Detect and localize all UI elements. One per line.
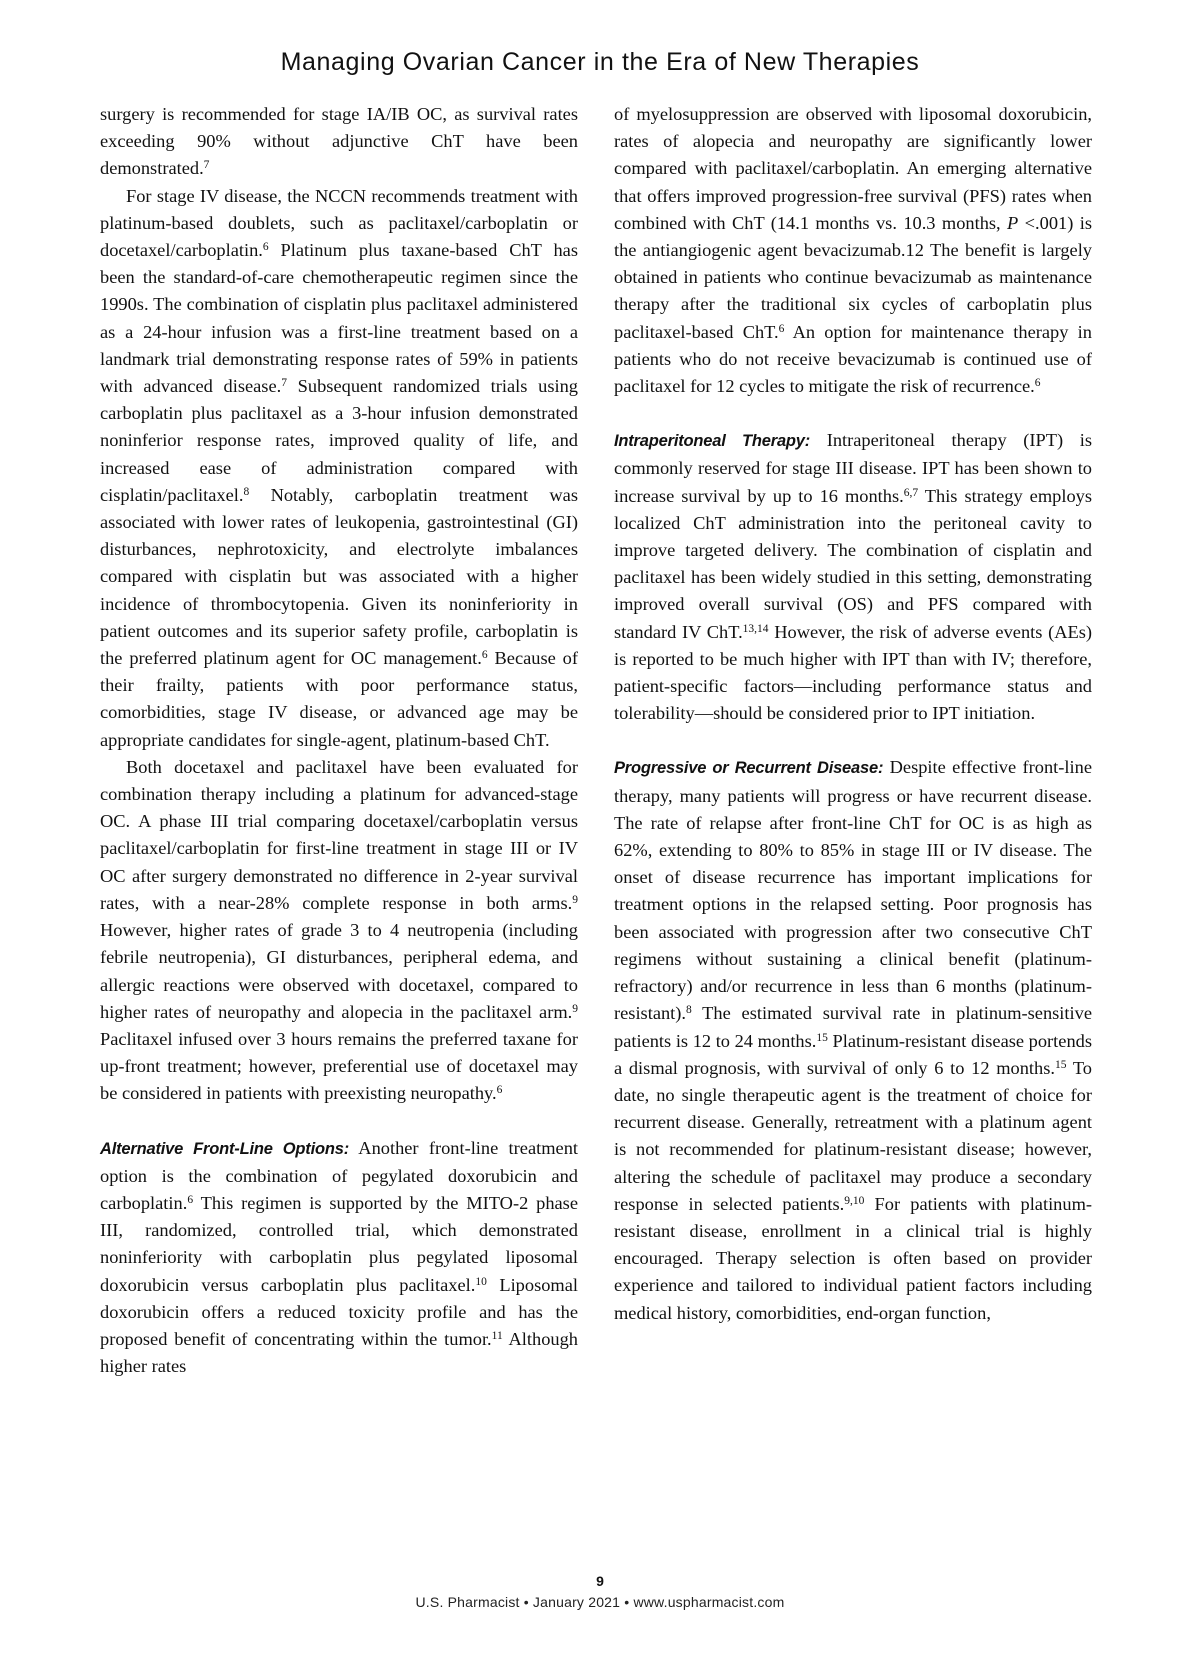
citation: 13,14 [742, 622, 769, 635]
citation: 6 [778, 322, 785, 335]
citation: 9 [572, 893, 578, 906]
citation: 7 [203, 159, 210, 172]
citation: 11 [491, 1329, 503, 1342]
right-column [614, 101, 1092, 1327]
citation: 6,7 [903, 486, 919, 499]
paragraph: of myelosuppression are observed with liposomal doxorubicin, rates of alopecia and neuropathy are significantly lower compared with paclitaxel/carboplatin. An emerging alternative that offers improved progression-free survival (PFS) rates when combined with ChT (14.1 months vs. 10.3 months, P <.001) is the antiangiogenic agent bevacizumab.12 The benefit is largely obtained in patients who continue bevacizumab as maintenance therapy after the traditional six cycles of carboplatin plus paclitaxel-based ChT.$^6$ An option for maintenance therapy in patients who do not receive bevacizumab is continued use of paclitaxel for 12 cycles to mitigate the risk of recurrence.$^6$ [614, 104, 1092, 397]
section-heading: Intraperitoneal Therapy: [614, 432, 811, 451]
paragraph: For stage IV disease, the NCCN recommends treatment with platinum-based doublets, such as paclitaxel/carboplatin or docetaxel/carboplatin.$^6$ Platinum plus taxane-based ChT has been the standard-of-care chemotherapeutic regimen since the 1990s. The combination of cisplatin plus paclitaxel administered as a 24-hour infusion was a first-line treatment based on a landmark trial demonstrating response rates of 59% in patients with advanced disease.$^7$ Subsequent randomized trials using carboplatin plus paclitaxel as a 3-hour infusion demonstrated noninferior response rates, improved quality of life, and increased ease of administration compared with cisplatin/paclitaxel.$^8$ Notably, carboplatin treatment was associated with lower rates of leukopenia, gastrointestinal (GI) disturbances, nephrotoxicity, and electrolyte imbalances compared with cisplatin but was associated with a higher incidence of thrombocytopenia. Given its noninferiority in patient outcomes and its superior safety profile, carboplatin is the preferred platinum agent for OC management.$^6$ Because of their frailty, patients with poor performance status, comorbidities, stage IV disease, or advanced age may be appropriate candidates for single-agent, platinum-based ChT. [100, 185, 578, 750]
citation: 6 [1034, 377, 1041, 390]
paragraph: Both docetaxel and paclitaxel have been evaluated for combination therapy including a platinum for advanced-stage OC. A phase III trial comparing docetaxel/carboplatin versus paclitaxel/carboplatin for first-line treatment in stage III or IV OC after surgery demonstrated no difference in 2-year survival rates, with a near-28% complete response in both arms.$^9$ However, higher rates of grade 3 to 4 neutropenia (including febrile neutropenia), GI disturbances, peripheral edema, and allergic reactions were observed with docetaxel, compared to higher rates of neuropathy and alopecia in the paclitaxel arm.$^9$ Paclitaxel infused over 3 hours remains the preferred taxane for up-front treatment; however, preferential use of docetaxel may be considered in patients with preexisting neuropathy.$^6$ [100, 756, 578, 1104]
citation: 6 [481, 649, 488, 662]
citation: 8 [243, 485, 250, 498]
section-heading: Alternative Front-Line Options: [100, 1139, 350, 1158]
page-title: Managing Ovarian Cancer in the Era of New Therapies [280, 48, 920, 76]
paragraph: Progressive or Recurrent Disease: Despite effective front-line therapy, many patients will progress or have recurrent disease. The rate of relapse after front-line ChT for OC is as high as 62%, extending to 80% to 85% in stage III or IV disease. The onset of disease recurrence has important implications for treatment options in the relapsed setting. Poor prognosis has been associated with progression after two consecutive ChT regimens without sustaining a clinical benefit (platinum-refractory) and/or recurrence in less than 6 months (platinum-resistant).$^8$ The estimated survival rate in platinum-sensitive patients is 12 to 24 months.$^{15}$ Platinum-resistant disease portends a dismal prognosis, with survival of only 6 to 12 months.$^{15}$ To date, no single therapeutic agent is the treatment of choice for recurrent disease. Generally, retreatment with a platinum agent is not recommended for platinum-resistant disease; however, altering the schedule of paclitaxel may produce a secondary response in selected patients.$^{9,10}$ For patients with platinum-resistant disease, enrollment in a clinical trial is highly encouraged. Therapy selection is often based on provider experience and tailored to individual patient factors including medical history, comorbidities, end-organ function, [614, 757, 1093, 1323]
page-number: 9 [596, 1573, 604, 1589]
citation: 7 [281, 377, 287, 390]
left-column [100, 101, 578, 1380]
citation: 9,10 [844, 1194, 865, 1207]
citation: 9 [572, 1002, 578, 1015]
publication-footer: U.S. Pharmacist • January 2021 • www.uspharmacist.com [415, 1594, 785, 1610]
citation: 6 [187, 1193, 194, 1206]
citation: 15 [1054, 1058, 1067, 1071]
paragraph: Alternative Front-Line Options: Another front-line treatment option is the combination of pegylated doxorubicin and carboplatin.$^6$ This regimen is supported by the MITO-2 phase III, randomized, controlled trial, which demonstrated noninferiority with carboplatin plus pegylated liposomal doxorubicin versus carboplatin plus paclitaxel.$^{10}$ Liposomal doxorubicin offers a reduced toxicity profile and has the proposed benefit of concentrating within the tumor.$^{11}$ Although higher rates [100, 1137, 579, 1377]
citation: 15 [816, 1031, 828, 1044]
citation: 8 [686, 1004, 692, 1017]
paragraph: surgery is recommended for stage IA/IB OC, as survival rates exceeding 90% without adjunctive ChT have been demonstrated.$^7$ [100, 104, 578, 179]
citation: 6 [496, 1084, 503, 1097]
citation: 6 [262, 241, 269, 254]
paragraph: Intraperitoneal Therapy: Intraperitoneal therapy (IPT) is commonly reserved for stage III disease. IPT has been shown to increase survival by up to 16 months.$^{6,7}$ This strategy employs localized ChT administration into the peritoneal cavity to improve targeted delivery. The combination of cisplatin and paclitaxel has been widely studied in this setting, demonstrating improved overall survival (OS) and PFS compared with standard IV ChT.$^{13,14}$ However, the risk of adverse events (AEs) is reported to be much higher with IPT than with IV; therefore, patient-specific factors—including performance status and tolerability—should be considered prior to IPT initiation. [614, 430, 1093, 724]
section-heading: Progressive or Recurrent Disease: [614, 759, 884, 778]
citation: 10 [475, 1275, 487, 1288]
